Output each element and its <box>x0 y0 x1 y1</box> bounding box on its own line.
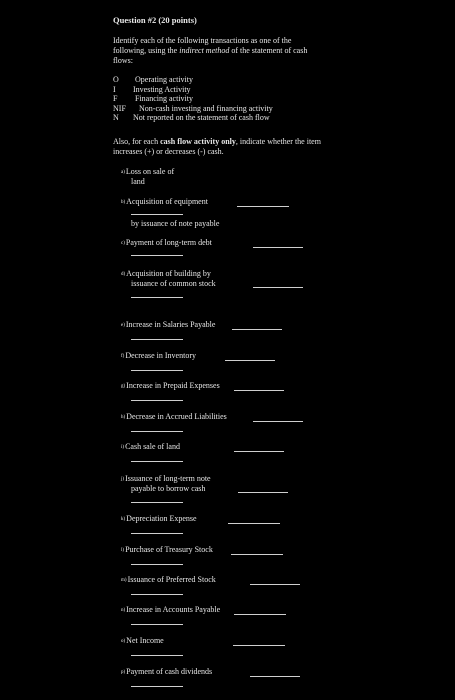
item-b-line2: by issuance of note payable <box>131 219 220 228</box>
item-label: i) <box>121 444 125 450</box>
answer-blank-n2[interactable] <box>131 624 183 625</box>
instructions-method: indirect method <box>179 46 230 55</box>
item-d-line2: issuance of common stock <box>131 279 216 288</box>
answer-blank-b2[interactable] <box>131 214 183 215</box>
answer-blank-g[interactable] <box>234 390 284 391</box>
answer-blank-o2[interactable] <box>131 655 183 656</box>
legend-meaning: Non-cash investing and financing activity <box>139 103 273 113</box>
item-label: n) <box>121 607 126 613</box>
legend-row <box>113 75 273 85</box>
answer-blank-c[interactable] <box>253 247 303 248</box>
answer-blank-m[interactable] <box>250 584 300 585</box>
answer-blank-e[interactable] <box>232 329 282 330</box>
item-label: b) <box>121 199 126 205</box>
item-d <box>121 269 211 278</box>
item-label: m) <box>121 577 127 583</box>
legend-code: F <box>113 94 118 103</box>
item-text: Net Income <box>126 636 164 645</box>
item-e <box>121 320 215 329</box>
answer-blank-f2[interactable] <box>131 370 183 371</box>
legend-meaning: Not reported on the statement of cash flow <box>133 113 270 122</box>
item-text: Issuance of long-term note <box>125 474 211 483</box>
answer-blank-e2[interactable] <box>131 339 183 340</box>
item-label: f) <box>121 353 125 359</box>
item-label: p) <box>121 669 126 675</box>
item-text: Decrease in Inventory <box>125 351 196 360</box>
instructions <box>113 36 323 66</box>
item-b <box>121 197 208 206</box>
answer-blank-l2[interactable] <box>131 564 183 565</box>
also-bold: cash flow activity only <box>160 137 236 146</box>
answer-blank-h2[interactable] <box>131 431 183 432</box>
item-j-line2: payable to borrow cash <box>131 484 206 493</box>
item-text: Depreciation Expense <box>126 514 197 523</box>
item-label: k) <box>121 516 126 522</box>
item-text: Increase in Accounts Payable <box>126 605 221 614</box>
question-title: Question #2 (20 points) <box>113 15 197 25</box>
item-label: e) <box>121 322 125 328</box>
answer-blank-k[interactable] <box>228 523 280 524</box>
answer-blank-l[interactable] <box>231 554 283 555</box>
answer-blank-i[interactable] <box>234 451 284 452</box>
item-text: Issuance of Preferred Stock <box>127 575 216 584</box>
item-text: Increase in Salaries Payable <box>125 320 216 329</box>
answer-blank-k2[interactable] <box>131 533 183 534</box>
item-text: Payment of long-term debt <box>125 238 212 247</box>
item-label: l) <box>121 547 125 553</box>
answer-blank-n[interactable] <box>234 614 286 615</box>
item-text: Payment of cash dividends <box>126 667 213 676</box>
answer-blank-b[interactable] <box>237 206 289 207</box>
answer-blank-g2[interactable] <box>131 400 183 401</box>
item-j <box>121 474 211 483</box>
item-p <box>121 667 212 676</box>
legend-row <box>113 94 273 104</box>
answer-blank-d2[interactable] <box>131 297 183 298</box>
legend-row <box>113 104 273 114</box>
also-text: Also, for each <box>113 137 161 146</box>
instructions-text: Identify each of the following transactions as one of the following, using the <box>113 36 292 55</box>
item-l <box>121 545 213 554</box>
item-label: a) <box>121 169 125 175</box>
item-text: Cash sale of land <box>125 442 180 451</box>
item-label: j) <box>121 476 125 482</box>
answer-blank-p2[interactable] <box>131 686 183 687</box>
legend-code: O <box>113 75 119 84</box>
item-text: Acquisition of equipment <box>126 197 208 206</box>
legend-code: NIF <box>113 103 126 113</box>
answer-blank-j[interactable] <box>238 492 288 493</box>
legend-code: I <box>113 84 116 94</box>
answer-blank-p[interactable] <box>250 676 300 677</box>
legend-meaning: Financing activity <box>135 94 193 103</box>
answer-blank-j2[interactable] <box>131 502 183 503</box>
item-g <box>121 381 220 390</box>
answer-blank-o[interactable] <box>233 645 285 646</box>
item-h <box>121 412 227 421</box>
legend-row <box>113 113 273 123</box>
answer-blank-c2[interactable] <box>131 255 183 256</box>
answer-blank-i2[interactable] <box>131 461 183 462</box>
item-text: Purchase of Treasury Stock <box>125 545 213 554</box>
item-c <box>121 238 212 247</box>
item-m <box>121 575 216 584</box>
item-i <box>121 442 180 451</box>
also-instructions <box>113 137 328 157</box>
item-text: Increase in Prepaid Expenses <box>126 381 220 390</box>
item-text: Loss on sale of <box>125 167 175 176</box>
answer-blank-f[interactable] <box>225 360 275 361</box>
also-text-end: , indicate whether the item increases (+) or decreases (-) cash. <box>113 137 321 156</box>
item-text: Acquisition of building by <box>126 269 211 278</box>
item-f <box>121 351 196 360</box>
item-label: d) <box>121 271 126 277</box>
answer-blank-d[interactable] <box>253 287 303 288</box>
item-a <box>121 167 174 176</box>
item-n <box>121 605 220 614</box>
item-text: Decrease in Accrued Liabilities <box>126 412 227 421</box>
item-label: h) <box>121 414 126 420</box>
legend-code: N <box>113 113 119 122</box>
item-label: o) <box>121 638 126 644</box>
legend-row <box>113 85 273 95</box>
item-o <box>121 636 164 645</box>
legend-meaning: Operating activity <box>135 75 193 84</box>
instructions-text-end: of the statement of cash flows: <box>113 46 308 65</box>
item-label: c) <box>121 240 125 246</box>
answer-blank-m2[interactable] <box>131 594 183 595</box>
item-k <box>121 514 197 523</box>
legend-meaning: Investing Activity <box>133 84 191 94</box>
answer-blank-h[interactable] <box>253 421 303 422</box>
item-label: g) <box>121 383 126 389</box>
legend <box>113 75 273 123</box>
item-a-line2: land <box>131 177 145 186</box>
